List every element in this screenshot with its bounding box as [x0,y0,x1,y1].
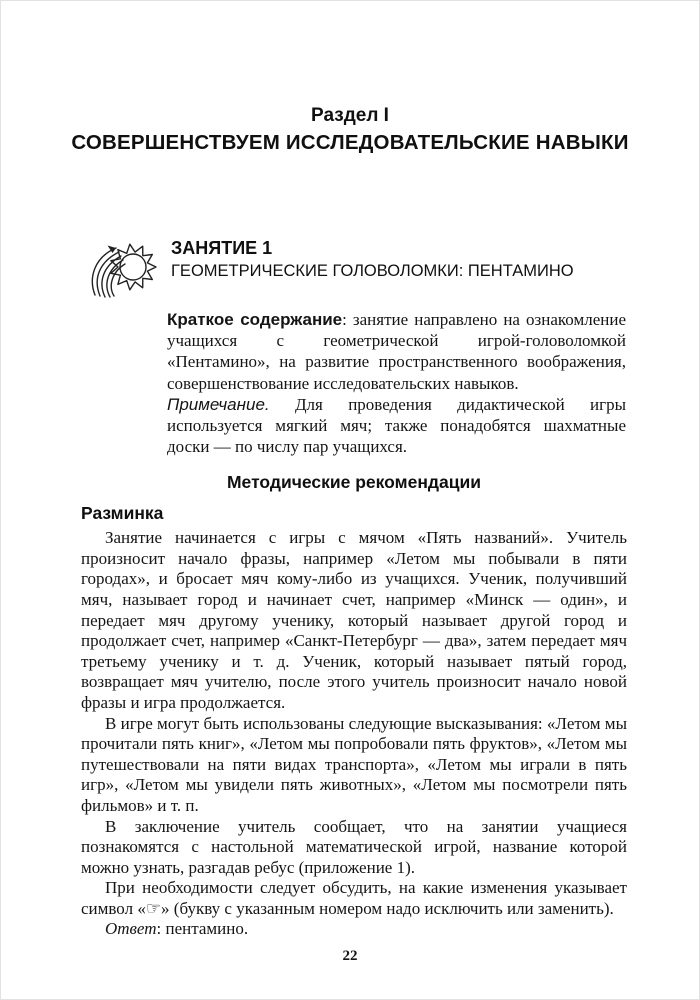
lesson-header [85,237,625,299]
body-paragraph: Занятие начинается с игры с мячом «Пять названий». Учитель произносит начало фразы, например «Летом мы побывали в пяти городах», и бросает мяч кому-либо из учащихся. Ученик, получивший мяч, называет город и начинает счет, например «Минск — один», и передает мяч другому ученику, который называет другой город и продолжает счет, например «Санкт-Петербург — два», затем передает мяч третьему ученику и т. д. Ученик, который называет пятый город, возвращает мяч учителю, после этого учитель произносит начало новой фразы и игра продолжается. [81,528,627,712]
lesson-title: ГЕОМЕТРИЧЕСКИЕ ГОЛОВОЛОМКИ: ПЕНТАМИНО [171,262,574,280]
summary-text: : занятие направлено на ознакомление учащихся с геометрической игрой-головоломкой «Пентамино», на развитие пространственного воображения, совершенствование исследовательских навыков. [167,310,626,393]
section-header [41,103,659,156]
section-title: СОВЕРШЕНСТВУЕМ ИССЛЕДОВАТЕЛЬСКИЕ НАВЫКИ [71,131,629,154]
lesson-number: ЗАНЯТИЕ 1 [171,238,273,258]
summary-paragraph [167,309,626,394]
recommendations-section [81,472,627,940]
body-paragraph: При необходимости следует обсудить, на какие изменения указывает символ «☞» (букву с указанным номером надо исключить или заменить). [81,878,627,918]
note-paragraph [167,394,626,458]
sun-doodle-icon [85,239,163,299]
note-text: Для проведения дидактической игры используется мягкий мяч; также понадобятся шахматные доски — по числу пар учащихся. [167,394,626,457]
answer-label: Ответ [105,919,157,939]
answer-text: : пентамино. [156,919,249,939]
answer-paragraph [81,919,627,940]
page-number: 22 [342,948,358,964]
lesson-heading-text [171,237,574,283]
section-kicker: Раздел I [311,105,389,126]
lesson-summary-block [167,309,626,457]
note-label: Примечание. [167,394,270,414]
warmup-subheading: Разминка [81,502,164,523]
body-paragraph: В игре могут быть использованы следующие высказывания: «Летом мы прочитали пять книг», «Летом мы попробовали пять фруктов», «Летом мы путешествовали на пяти видах транспорта», «Летом мы играли в пять игр», «Летом мы увидели пять животных», «Летом мы посмотрели пять фильмов» и т. п. [81,713,627,815]
body-paragraph: В заключение учитель сообщает, что на занятии учащиеся познакомятся с настольной математической игрой, название которой можно узнать, разгадав ребус (приложение 1). [81,816,627,877]
methods-heading: Методические рекомендации [226,472,482,492]
summary-label: Краткое содержание [167,310,343,329]
